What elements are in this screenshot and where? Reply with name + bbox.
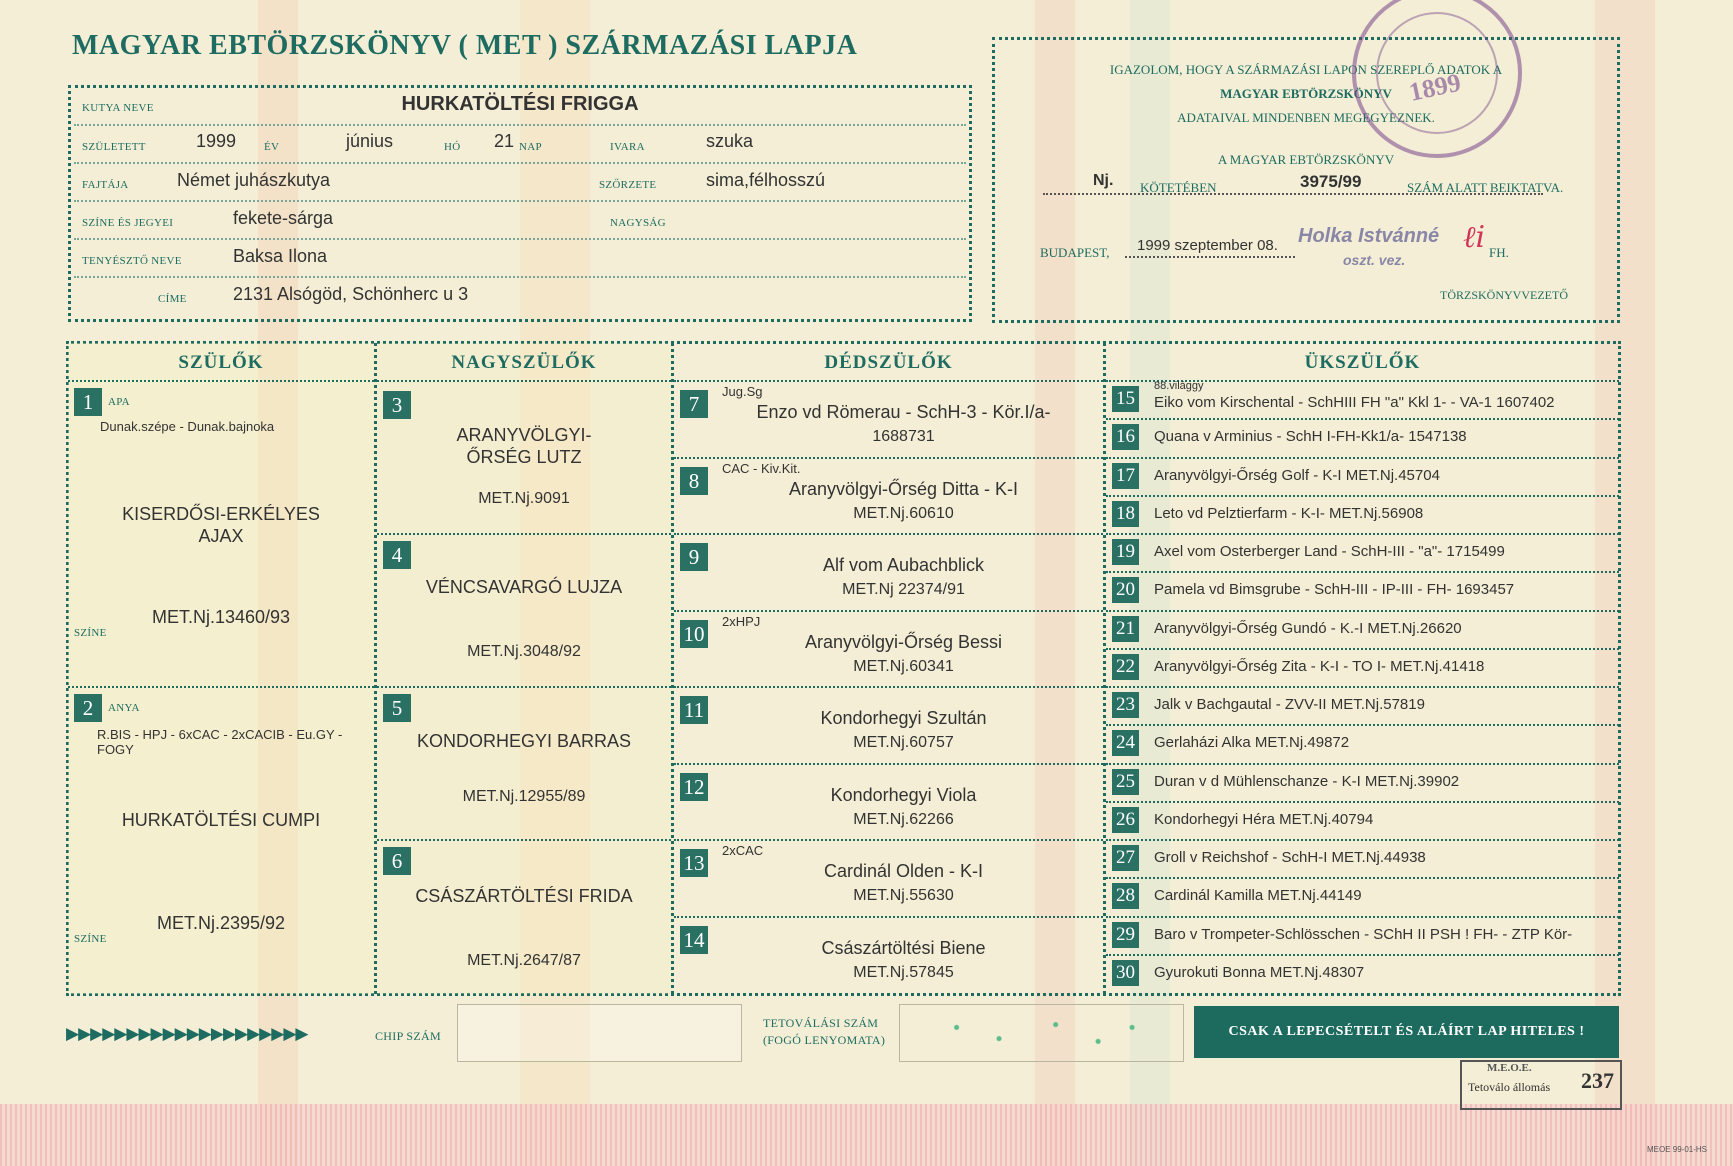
registration-number: 3975/99: [1300, 172, 1362, 191]
pedigree-number: 13: [680, 849, 708, 877]
great-great-grandparents-header: ÜKSZÜLŐK: [1106, 343, 1619, 382]
day-label: NAP: [519, 141, 542, 153]
great-great-grandparent-entry: Quana v Arminius - SchH I-FH-Kk1/a- 1547138: [1154, 428, 1467, 446]
stamp-year: 1899: [1406, 67, 1464, 107]
address-label: CÍME: [158, 293, 187, 305]
great-grandparent-registration: MET.Nj 22374/91: [842, 581, 965, 598]
color-label: SZÍNE: [74, 627, 107, 639]
pedigree-number: 16: [1112, 424, 1139, 450]
signature: Holka Istvánné: [1298, 225, 1440, 247]
pedigree-number: 3: [383, 391, 411, 419]
parent-name: HURKATÖLTÉSI CUMPI: [121, 810, 321, 830]
great-great-grandparent-cell: [1106, 459, 1619, 497]
cert-line-4: A MAGYAR EBTÖRZSKÖNYV: [1217, 152, 1395, 167]
signature-suffix: FH.: [1489, 245, 1509, 260]
parents-column: [68, 343, 377, 994]
pedigree-number: 21: [1112, 616, 1139, 642]
great-grandparent-title: 2xCAC: [722, 843, 764, 858]
great-great-grandparent-cell: [1106, 841, 1619, 879]
parent-titles: Dunak.szépe - Dunak.bajnoka: [100, 419, 275, 434]
great-great-grandparent-cell: [1106, 650, 1619, 688]
great-great-grandparent-cell: [1106, 803, 1619, 841]
great-grandparent-title: 2xHPJ: [722, 613, 761, 629]
great-great-grandparent-entry: Aranyvölgyi-Őrség Zita - K-I - TO I- MET.Nj.41418: [1154, 657, 1485, 675]
place-label: BUDAPEST,: [1040, 245, 1110, 260]
page-title: MAGYAR EBTÖRZSKÖNYV ( MET ) SZÁRMAZÁSI LAPJA: [72, 30, 858, 61]
great-great-grandparent-cell: [1106, 382, 1619, 420]
volume-value: Nj.: [1093, 172, 1114, 189]
color-label: SZÍNE: [74, 933, 107, 945]
breed-row: [74, 164, 966, 202]
year-label: ÉV: [264, 141, 280, 153]
great-great-grandparent-entry: Duran v d Mühlenschanze - K-I MET.Nj.39902: [1154, 772, 1460, 790]
great-great-grandparent-cell: [1106, 918, 1619, 956]
grandparents-header: NAGYSZÜLŐK: [377, 343, 671, 382]
great-grandparent-cell: [674, 688, 1103, 765]
pedigree-number: 19: [1112, 539, 1139, 565]
coat-label: SZŐRZETE: [599, 179, 657, 191]
great-grandparent-registration: 1688731: [872, 428, 935, 445]
breeder-label: TENYÉSZTŐ NEVE: [82, 255, 182, 267]
great-great-grandparents-column: [1106, 343, 1619, 994]
certification-date: 1999 szeptember 08.: [1137, 237, 1278, 254]
parent-registration: MET.Nj.13460/93: [151, 607, 291, 627]
great-grandparent-cell: [674, 382, 1103, 459]
great-great-grandparent-entry: Aranyvölgyi-Őrség Golf - K-I MET.Nj.45704: [1154, 466, 1440, 484]
chip-number-field[interactable]: [457, 1004, 742, 1062]
volume-label: KÖTETÉBEN: [1140, 180, 1217, 195]
parent-registration: MET.Nj.2395/92: [156, 913, 286, 933]
great-great-grandparent-cell: [1106, 612, 1619, 650]
date-dotted-line: [1125, 255, 1295, 258]
cert-line-3: ADATAIVAL MINDENBEN MEGEGYEZNEK.: [1177, 110, 1435, 125]
name-label: KUTYA NEVE: [82, 102, 154, 114]
great-great-grandparent-note: 88.világgy: [1154, 380, 1204, 392]
cert-line-1: IGAZOLOM, HOGY A SZÁRMAZÁSI LAPON SZEREPLŐ ADATOK A: [1109, 62, 1503, 77]
grandparent-registration: MET.Nj.9091: [478, 490, 570, 507]
breeder-name: Baksa Ilona: [233, 246, 328, 266]
birth-year: 1999: [196, 131, 237, 151]
parent-name: KISERDŐSI-ERKÉLYES AJAX: [122, 504, 320, 546]
great-great-grandparent-cell: [1106, 420, 1619, 458]
cert-line-2: MAGYAR EBTÖRZSKÖNYV: [1220, 86, 1392, 101]
address-row: [74, 278, 966, 316]
dog-info-box: [68, 85, 972, 322]
tattoo-station-stamp: [1460, 1060, 1622, 1110]
breeder-row: [74, 240, 966, 278]
size-label: NAGYSÁG: [610, 217, 666, 229]
great-great-grandparent-cell: [1106, 879, 1619, 917]
great-grandparent-name: Kondorhegyi Szultán: [820, 708, 987, 728]
grandparent-cell: [377, 382, 671, 535]
great-great-grandparent-cell: [1106, 726, 1619, 764]
birth-month: június: [346, 131, 394, 151]
great-grandparent-name: Cardinál Olden - K-I: [823, 861, 984, 881]
great-grandparent-registration: MET.Nj.57845: [853, 963, 954, 981]
pedigree-number: 6: [383, 847, 411, 875]
dog-name: HURKATÖLTÉSI FRIGGA: [401, 93, 639, 115]
pedigree-number: 24: [1112, 730, 1139, 756]
dog-color: fekete-sárga: [233, 208, 334, 228]
great-grandparent-cell: [674, 841, 1103, 918]
number-label: SZÁM ALATT BEIKTATVA.: [1407, 180, 1564, 195]
great-grandparents-column: [674, 343, 1106, 994]
great-grandparent-name: Kondorhegyi Viola: [830, 784, 977, 805]
pedigree-number: 10: [680, 620, 708, 648]
great-great-grandparent-entry: Cardinál Kamilla MET.Nj.44149: [1154, 887, 1362, 905]
great-great-grandparent-entry: Pamela vd Bimsgrube - SchH-III - IP-III - FH- 1693457: [1154, 581, 1515, 599]
great-great-grandparent-cell: [1106, 688, 1619, 726]
grandparent-name: KONDORHEGYI BARRAS: [416, 731, 632, 751]
authenticity-banner: CSAK A LEPECSÉTELT ÉS ALÁÍRT LAP HITELES !: [1194, 1006, 1619, 1058]
station-stamp-text: M.E.O.E.: [1487, 1062, 1532, 1074]
chip-label: CHIP SZÁM: [375, 1029, 441, 1043]
great-great-grandparent-entry: Aranyvölgyi-Őrség Gundó - K.-I MET.Nj.26620: [1154, 619, 1462, 637]
pedigree-number: 18: [1112, 501, 1139, 527]
grandparent-cell: [377, 841, 671, 994]
great-grandparents-header: DÉDSZÜLŐK: [674, 343, 1103, 382]
pedigree-number: 23: [1112, 692, 1139, 718]
birth-day: 21: [494, 131, 515, 151]
great-grandparent-cell: [674, 459, 1103, 536]
tattoo-label: TETOVÁLÁSI SZÁM: [763, 1016, 879, 1030]
pedigree-number: 20: [1112, 577, 1139, 603]
grandparent-registration: MET.Nj.2647/87: [467, 952, 581, 969]
pedigree-number: 17: [1112, 463, 1139, 489]
color-label: SZÍNE ÉS JEGYEI: [82, 217, 174, 229]
great-great-grandparent-entry: Eiko vom Kirschental - SchHIII FH "a" Kkl 1- - VA-1 1607402: [1154, 394, 1555, 411]
grandparent-cell: [377, 535, 671, 688]
tattoo-sublabel: (FOGÓ LENYOMATA): [763, 1033, 886, 1047]
great-grandparent-title: CAC - Kiv.Kit.: [722, 460, 801, 476]
pedigree-number: 15: [1112, 386, 1139, 412]
pedigree-number: 12: [680, 773, 708, 801]
parent-cell-dam: [68, 688, 374, 994]
decorative-bottom-band: [0, 1104, 1733, 1166]
parents-header: SZÜLŐK: [68, 343, 374, 382]
pedigree-number: 14: [680, 926, 708, 954]
tattoo-imprint-field: [899, 1004, 1184, 1062]
great-great-grandparent-entry: Jalk v Bachgautal - ZVV-II MET.Nj.57819: [1154, 696, 1425, 713]
great-great-grandparent-entry: Kondorhegyi Héra MET.Nj.40794: [1154, 810, 1374, 828]
parent-role: APA: [108, 396, 130, 408]
pedigree-number: 28: [1112, 883, 1139, 909]
color-row: [74, 202, 966, 240]
station-number: 237: [1581, 1068, 1614, 1093]
breed-label: FAJTÁJA: [82, 179, 129, 191]
great-grandparent-cell: [674, 535, 1103, 612]
great-grandparent-name: Aranyvölgyi-Őrség Bessi: [804, 631, 1003, 652]
arrow-row: ▶▶▶▶▶▶▶▶▶▶▶▶▶▶▶▶▶▶▶▶: [66, 1024, 308, 1043]
great-grandparent-cell: [674, 918, 1103, 995]
pedigree-number: 4: [383, 541, 411, 569]
great-great-grandparent-cell: [1106, 497, 1619, 535]
grandparent-name: VÉNCSAVARGÓ LUJZA: [425, 577, 623, 597]
form-code: MEOE 99-01-HS: [1647, 1145, 1708, 1154]
parent-titles: R.BIS - HPJ - 6xCAC - 2xCACIB - Eu.GY - FOGY: [97, 727, 343, 757]
great-grandparent-name: Alf vom Aubachblick: [822, 555, 985, 575]
great-great-grandparent-entry: Gerlaházi Alka MET.Nj.49872: [1154, 734, 1350, 752]
breeder-address: 2131 Alsógöd, Schönherc u 3: [233, 284, 469, 304]
great-grandparent-registration: MET.Nj.60610: [853, 504, 954, 522]
great-great-grandparent-cell: [1106, 765, 1619, 803]
great-grandparent-name: Császártöltési Biene: [821, 937, 986, 958]
great-great-grandparent-cell: [1106, 535, 1619, 573]
signature-position: oszt. vez.: [1343, 252, 1406, 268]
dog-coat: sima,félhosszú: [706, 170, 826, 190]
grandparent-cell: [377, 688, 671, 841]
great-great-grandparent-entry: Leto vd Pelztierfarm - K-I- MET.Nj.56908: [1154, 504, 1424, 522]
pedigree-number: 26: [1112, 807, 1139, 833]
pedigree-number: 2: [74, 694, 102, 722]
grandparent-name: ARANYVÖLGYI-ŐRSÉG LUTZ: [456, 425, 592, 467]
dog-breed: Német juhászkutya: [177, 170, 331, 190]
pedigree-number: 11: [680, 696, 708, 724]
great-great-grandparent-entry: Gyurokuti Bonna MET.Nj.48307: [1154, 963, 1365, 981]
born-label: SZÜLETETT: [82, 141, 146, 153]
pedigree-number: 25: [1112, 769, 1139, 795]
dog-sex: szuka: [706, 131, 754, 151]
pedigree-number: 1: [74, 388, 102, 416]
great-grandparent-registration: MET.Nj.60341: [853, 657, 954, 675]
pedigree-number: 22: [1112, 654, 1139, 680]
pedigree-number: 30: [1112, 960, 1139, 986]
sex-label: IVARA: [610, 141, 645, 153]
handwritten-initial: ℓi: [1463, 220, 1486, 255]
great-great-grandparent-cell: [1106, 573, 1619, 611]
great-grandparent-cell: [674, 612, 1103, 689]
great-grandparent-name: Enzo vd Römerau - SchH-3 - Kör.I/a-: [756, 402, 1051, 422]
certification-box: [992, 37, 1620, 323]
great-grandparent-registration: MET.Nj.62266: [853, 810, 954, 828]
pedigree-number: 5: [383, 694, 411, 722]
station-label: Tetoválo állomás: [1468, 1080, 1551, 1094]
great-grandparent-registration: MET.Nj.60757: [853, 734, 954, 751]
great-grandparent-name: Aranyvölgyi-Őrség Ditta - K-I: [788, 478, 1019, 499]
parent-role: ANYA: [108, 702, 140, 714]
grandparents-column: [377, 343, 674, 994]
great-great-grandparent-cell: [1106, 956, 1619, 994]
parent-cell-sire: [68, 382, 374, 688]
grandparent-registration: MET.Nj.12955/89: [462, 788, 586, 805]
born-row: [74, 126, 966, 164]
month-label: HÓ: [444, 141, 461, 153]
great-grandparent-cell: [674, 765, 1103, 842]
grandparent-registration: MET.Nj.3048/92: [467, 643, 581, 660]
pedigree-number: 7: [680, 390, 708, 418]
pedigree-table: [68, 343, 1619, 994]
grandparent-name: CSÁSZÁRTÖLTÉSI FRIDA: [415, 886, 633, 906]
pedigree-number: 27: [1112, 845, 1139, 871]
pedigree-number: 29: [1112, 922, 1139, 948]
pedigree-number: 8: [680, 467, 708, 495]
great-grandparent-registration: MET.Nj.55630: [853, 887, 954, 904]
name-row: [74, 88, 966, 126]
great-grandparent-title: Jug.Sg: [722, 384, 763, 399]
registrar-role: TÖRZSKÖNYVVEZETŐ: [1440, 288, 1568, 302]
pedigree-number: 9: [680, 543, 708, 571]
great-great-grandparent-entry: Groll v Reichshof - SchH-I MET.Nj.44938: [1154, 849, 1426, 866]
great-great-grandparent-entry: Axel vom Osterberger Land - SchH-III - "a"- 1715499: [1154, 543, 1505, 560]
great-great-grandparent-entry: Baro v Trompeter-Schlösschen - SChH II PSH ! FH- - ZTP Kör-: [1154, 925, 1573, 943]
